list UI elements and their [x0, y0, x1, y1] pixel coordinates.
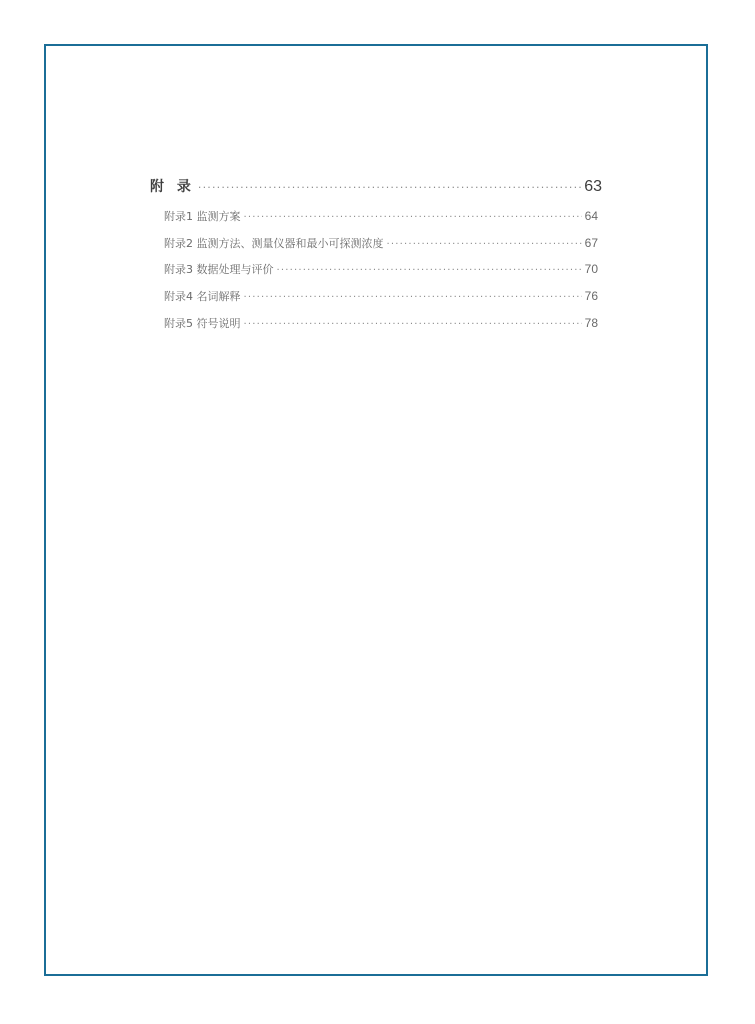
toc-entry-label: 附录3 数据处理与评价 [164, 263, 274, 276]
toc-entry-label: 附录4 名词解释 [164, 290, 241, 303]
toc-page-number: 63 [584, 178, 602, 195]
toc-page-number: 67 [584, 236, 598, 250]
toc-page-number: 64 [584, 209, 598, 223]
toc-dot-leader [244, 292, 582, 303]
toc-entry-appendix-2[interactable] [164, 235, 598, 251]
toc-entry-appendix-1[interactable] [164, 208, 598, 224]
toc-entry-appendix-4[interactable] [164, 288, 598, 304]
toc-entry-appendix-5[interactable] [164, 315, 598, 331]
toc-entry-appendix[interactable] [150, 176, 602, 196]
toc-page-number: 76 [584, 289, 598, 303]
toc-dot-leader [244, 319, 582, 330]
toc-entry-appendix-3[interactable] [164, 261, 598, 277]
toc-page-number: 70 [584, 262, 598, 276]
toc-dot-leader [387, 239, 582, 250]
toc-entry-label: 附录5 符号说明 [164, 317, 241, 330]
toc-dot-leader [244, 212, 582, 223]
toc-entry-label: 附录2 监测方法、测量仪器和最小可探测浓度 [164, 237, 384, 250]
toc-dot-leader [198, 181, 581, 194]
toc-entry-label: 附 录 [150, 179, 195, 195]
toc-dot-leader [277, 265, 582, 276]
toc-entry-label: 附录1 监测方案 [164, 210, 241, 223]
toc-page-number: 78 [584, 316, 598, 330]
